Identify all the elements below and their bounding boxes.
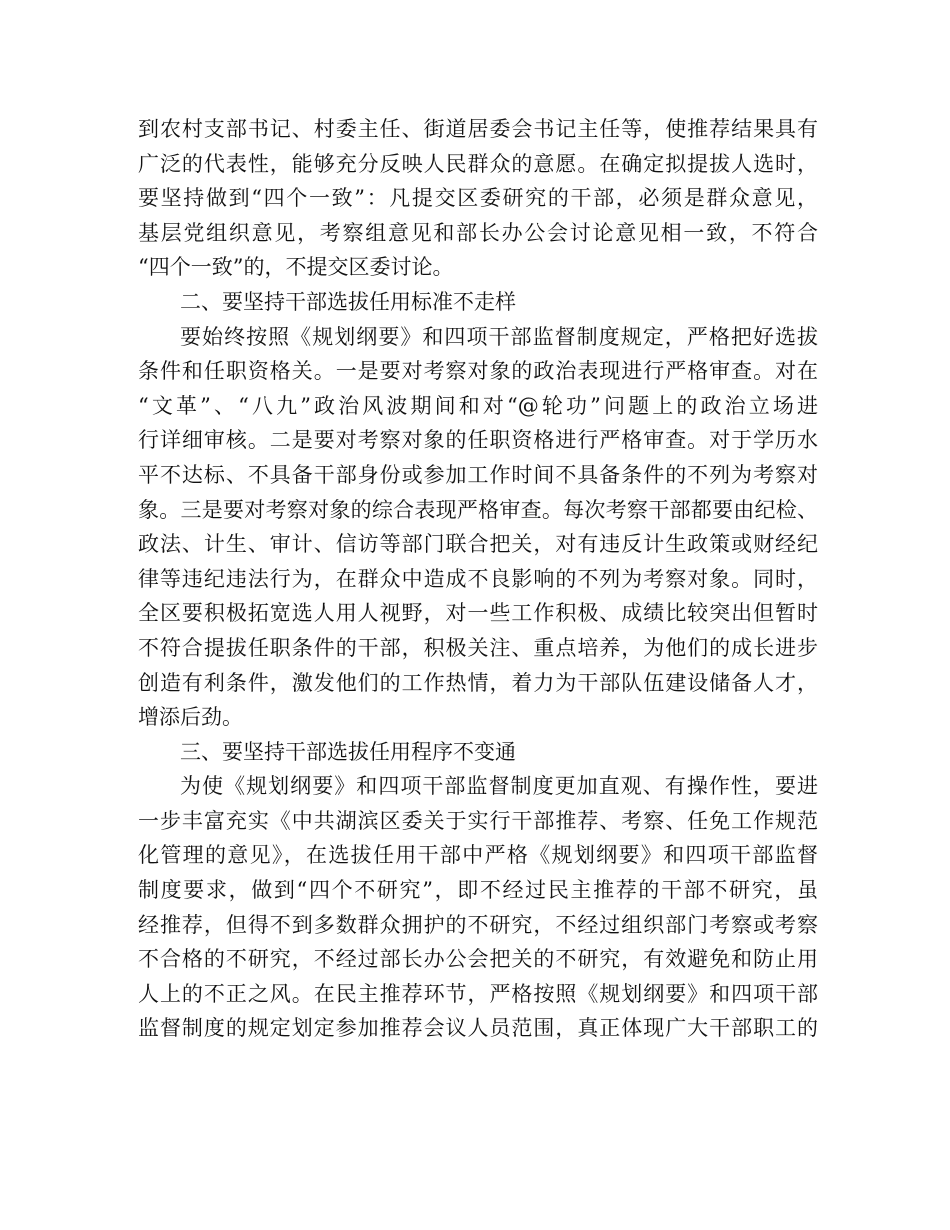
text-line: “文革”、“八九”政治风波期间和对“@轮功”问题上的政治立场进 <box>138 393 818 418</box>
text-line: 象。三是要对考察对象的综合表现严格审查。每次考察干部都要由纪检、 <box>138 497 818 522</box>
text-line: 人上的不正之风。在民主推荐环节，严格按照《规划纲要》和四项干部 <box>138 981 818 1006</box>
section-heading: 三、要坚持干部选拔任用程序不变通 <box>180 739 516 764</box>
text-line: 行详细审核。二是要对考察对象的任职资格进行严格审查。对于学历水 <box>138 428 818 453</box>
text-line: 不符合提拔任职条件的干部，积极关注、重点培养，为他们的成长进步 <box>138 635 818 660</box>
text-line: 要坚持做到“四个一致”：凡提交区委研究的干部，必须是群众意见， <box>138 186 818 211</box>
text-line: “四个一致”的，不提交区委讨论。 <box>138 255 454 280</box>
document-body <box>138 112 818 1046</box>
text-line: 律等违纪违法行为，在群众中造成不良影响的不列为考察对象。同时， <box>138 566 818 591</box>
text-line: 化管理的意见》，在选拔任用干部中严格《规划纲要》和四项干部监督 <box>138 843 818 868</box>
text-line: 监督制度的规定划定参加推荐会议人员范围，真正体现广大干部职工的 <box>138 1016 818 1041</box>
text-line: 创造有利条件，激发他们的工作热情，着力为干部队伍建设储备人才， <box>138 670 818 695</box>
text-line: 全区要积极拓宽选人用人视野，对一些工作积极、成绩比较突出但暂时 <box>138 601 818 626</box>
text-line: 一步丰富充实《中共湖滨区委关于实行干部推荐、考察、任免工作规范 <box>138 808 818 833</box>
section-heading: 二、要坚持干部选拔任用标准不走样 <box>180 289 516 314</box>
text-line: 广泛的代表性，能够充分反映人民群众的意愿。在确定拟提拔人选时， <box>138 151 818 176</box>
text-line: 政法、计生、审计、信访等部门联合把关，对有违反计生政策或财经纪 <box>138 532 818 557</box>
text-line: 到农村支部书记、村委主任、街道居委会书记主任等，使推荐结果具有 <box>138 117 818 141</box>
text-line: 经推荐，但得不到多数群众拥护的不研究，不经过组织部门考察或考察 <box>138 912 818 937</box>
text-line: 条件和任职资格关。一是要对考察对象的政治表现进行严格审查。对在 <box>138 359 818 384</box>
text-line: 为使《规划纲要》和四项干部监督制度更加直观、有操作性，要进 <box>180 774 818 799</box>
text-line: 制度要求，做到“四个不研究”，即不经过民主推荐的干部不研究，虽 <box>138 878 818 903</box>
text-line: 平不达标、不具备干部身份或参加工作时间不具备条件的不列为考察对 <box>138 462 818 487</box>
text-line: 要始终按照《规划纲要》和四项干部监督制度规定，严格把好选拔 <box>180 324 818 349</box>
text-line: 基层党组织意见，考察组意见和部长办公会讨论意见相一致，不符合 <box>138 220 818 245</box>
text-line: 不合格的不研究，不经过部长办公会把关的不研究，有效避免和防止用 <box>138 947 818 972</box>
text-line: 增添后劲。 <box>138 705 243 730</box>
